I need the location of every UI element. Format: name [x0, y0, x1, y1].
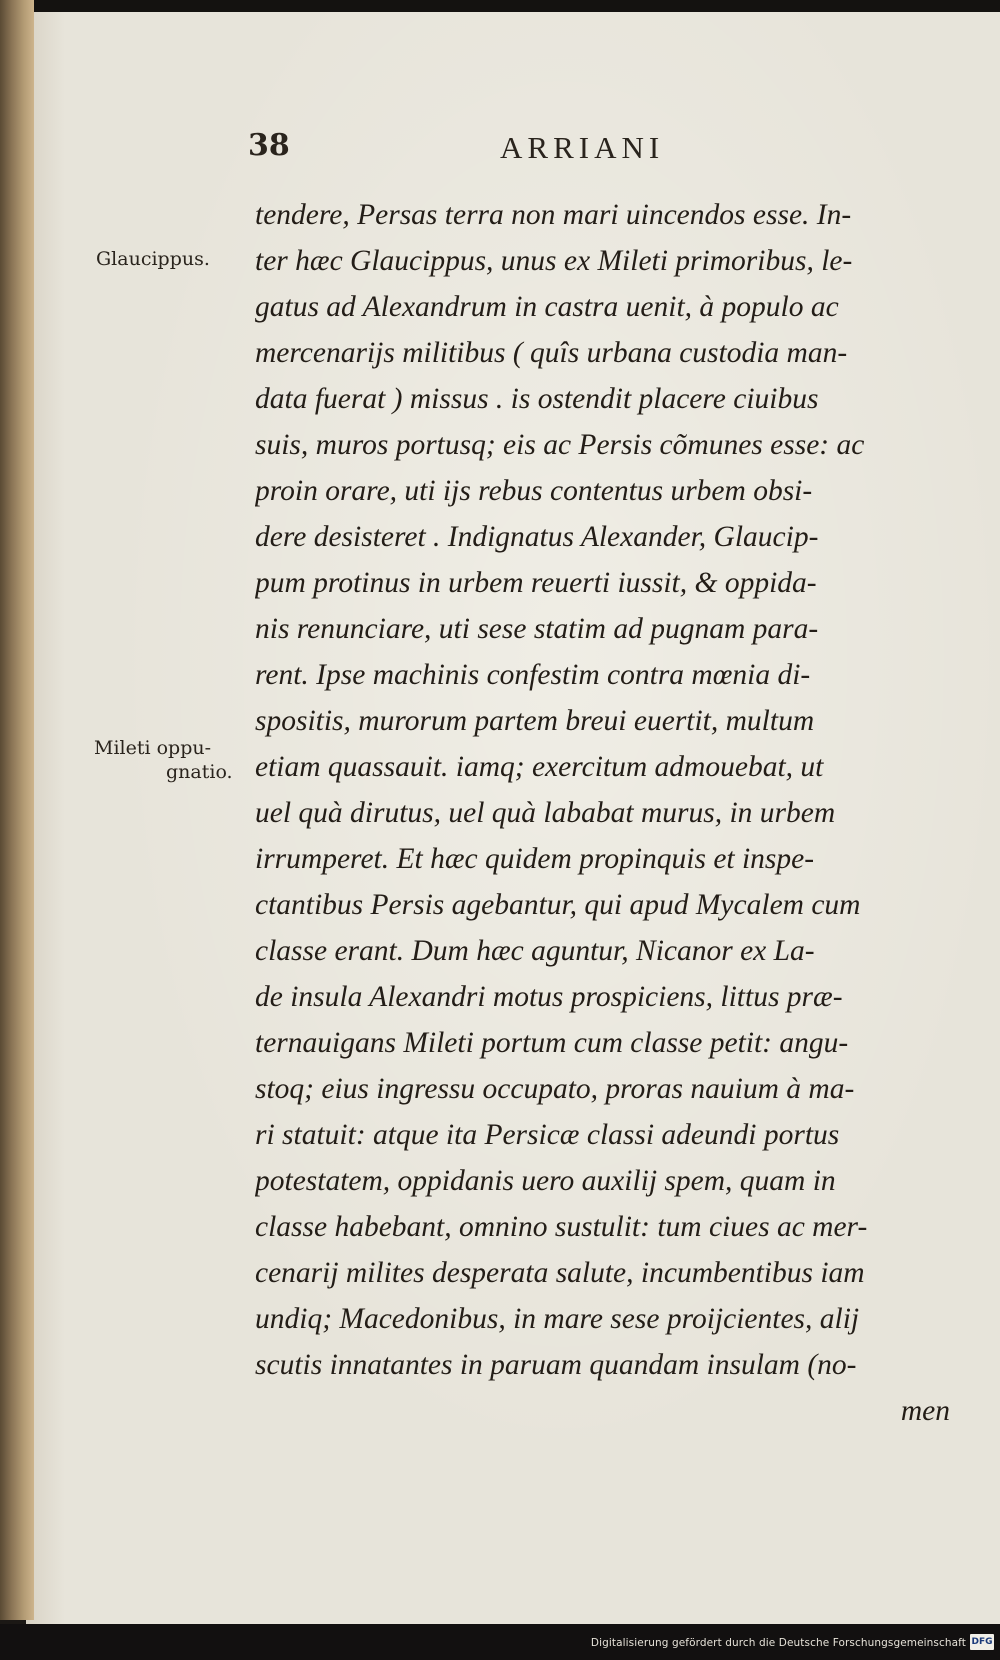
text-line: nis renunciare, uti sese statim ad pugnam para- [255, 613, 819, 645]
text-line: spositis, murorum partem breui euertit, multum [255, 705, 815, 737]
marginal-note-mileti-oppugnatio [94, 736, 233, 784]
text-line: data fuerat ) missus . is ostendit placere ciuibus [255, 383, 819, 415]
text-line: ri statuit: atque ita Persicæ classi adeundi portus [255, 1119, 840, 1151]
text-line: dere desisteret . Indignatus Alexander, Glaucip- [255, 521, 819, 553]
text-line: classe habebant, omnino sustulit: tum ciues ac mer- [255, 1211, 868, 1243]
body-text [255, 192, 955, 1434]
marginal-note-glaucippus [96, 247, 210, 271]
text-line: ter hæc Glaucippus, unus ex Mileti primoribus, le- [255, 245, 853, 277]
text-line: proin orare, uti ijs rebus contentus urbem obsi- [255, 475, 813, 507]
text-line: cenarij milites desperata salute, incumbentibus iam [255, 1257, 865, 1289]
text-line: classe erant. Dum hæc aguntur, Nicanor ex La- [255, 935, 815, 967]
text-line: tendere, Persas terra non mari uincendos esse. In- [255, 199, 852, 231]
text-line: irrumperet. Et hæc quidem propinquis et inspe- [255, 843, 815, 875]
text-line: stoq; eius ingressu occupato, proras nauium à ma- [255, 1073, 855, 1105]
marginal-note-line: Mileti oppu- [94, 737, 212, 759]
text-line: scutis innatantes in paruam quandam insulam (no- [255, 1349, 857, 1381]
funding-credit: Digitalisierung gefördert durch die Deutsche Forschungsgemeinschaft [590, 1637, 966, 1649]
running-title: ARRIANI [500, 130, 665, 165]
text-line: ternauigans Mileti portum cum classe petit: angu- [255, 1027, 849, 1059]
text-line: potestatem, oppidanis uero auxilij spem, quam in [255, 1165, 836, 1197]
book-edge [0, 0, 34, 1620]
text-line: de insula Alexandri motus prospiciens, littus præ- [255, 981, 843, 1013]
marginal-note-line: gnatio. [166, 761, 233, 783]
running-head [0, 128, 1000, 176]
page-number: 38 [248, 128, 290, 163]
text-line: pum protinus in urbem reuerti iussit, & oppida- [255, 567, 817, 599]
text-line: mercenarijs militibus ( quîs urbana custodia man- [255, 337, 848, 369]
text-line: ctantibus Persis agebantur, qui apud Mycalem cum [255, 889, 861, 921]
text-line: rent. Ipse machinis confestim contra mœnia di- [255, 659, 811, 691]
text-line: undiq; Macedonibus, in mare sese proijcientes, alij [255, 1303, 860, 1335]
marginal-note-line: Glaucippus. [96, 248, 210, 270]
text-line: gatus ad Alexandrum in castra uenit, à populo ac [255, 291, 839, 323]
text-line: etiam quassauit. iamq; exercitum admouebat, ut [255, 751, 824, 783]
catchword: men [900, 1395, 950, 1427]
text-line: suis, muros portusq; eis ac Persis cõmunes esse: ac [255, 429, 865, 461]
text-line: uel quà dirutus, uel quà lababat murus, in urbem [255, 797, 836, 829]
dfg-logo: DFG [970, 1634, 994, 1650]
